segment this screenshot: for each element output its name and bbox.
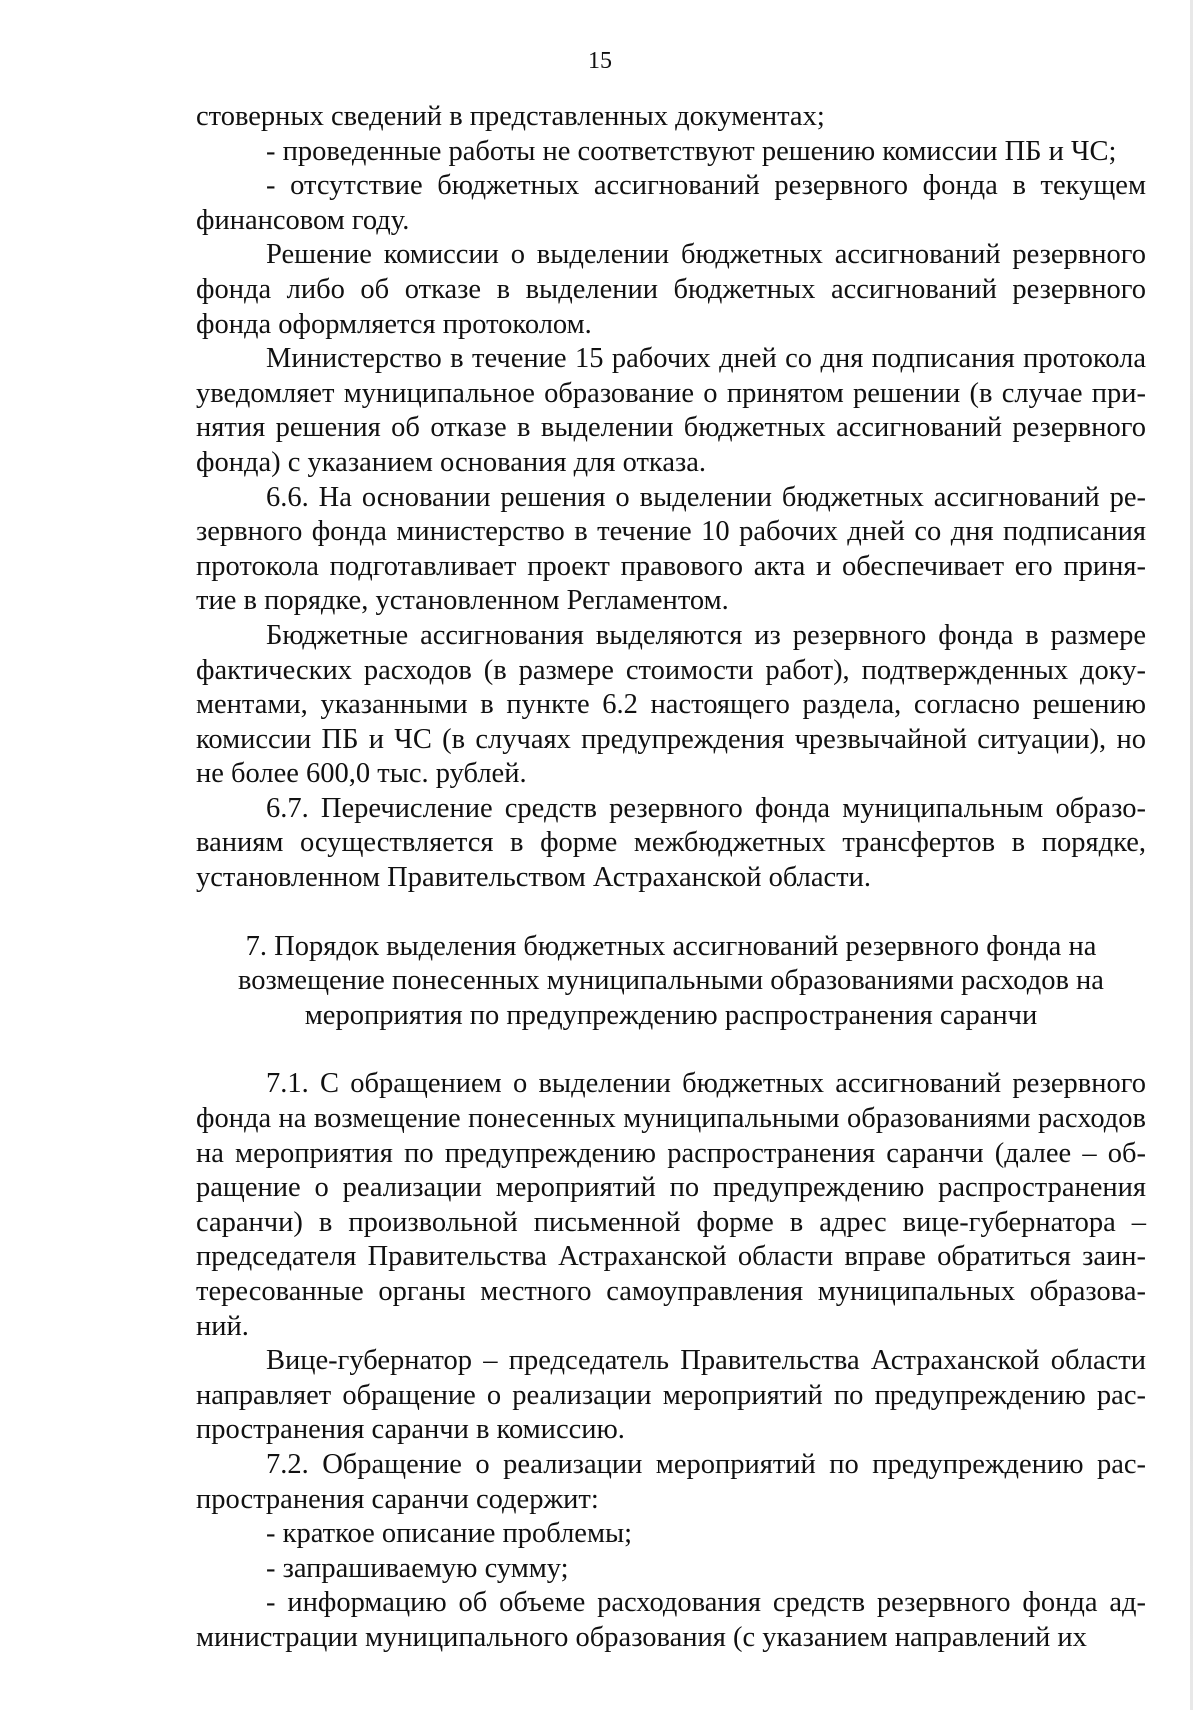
- scan-edge: [1190, 0, 1193, 1710]
- list-item-problem-description: - краткое описание проблемы;: [266, 1518, 633, 1550]
- spacer: [196, 1033, 1146, 1067]
- paragraph-vice-governor: Вице-губернатор – председатель Правительства Астраханской области направляет обращение о реализации мероприятий по предупреждению распространения саранчи в комиссию.: [196, 1345, 1146, 1446]
- list-item-fund-spending-info: - информацию об объеме расходования средств резервного фонда администрации муниципального образования (с указанием направлений их: [196, 1587, 1146, 1653]
- paragraph-ministry-notification: Министерство в течение 15 рабочих дней со дня подписания протокола уведомляет муниципальное образование о принятом решении (в случае принятия решения об отказе в выделении бюджетных ассигнований резервного фонда) с указанием основания для отказа.: [196, 343, 1146, 478]
- paragraph-continuation: стоверных сведений в представленных документах;: [196, 101, 825, 132]
- list-item-requested-amount: - запрашиваемую сумму;: [266, 1552, 569, 1584]
- paragraph-7-1: 7.1. С обращением о выделении бюджетных ассигнований резервного фонда на возмещение понесенных муниципальными образованиями расходов на мероприятия по предупреждению распространения саранчи (далее – обращение о реализации мероприятий по предупреждению распространения саранчи) в произвольной письменной форме в адрес вице-губернатора – председателя Правительства Астраханской области вправе обратиться заинтересованные органы местного самоуправления муниципальных образований.: [196, 1068, 1146, 1342]
- paragraph-7-2: 7.2. Обращение о реализации мероприятий по предупреждению распространения саранчи содержит:: [196, 1448, 1146, 1515]
- paragraph-commission-decision: Решение комиссии о выделении бюджетных ассигнований резервного фонда либо об отказе в выделении бюджетных ассигнований резервного фонда оформляется протоколом.: [196, 239, 1146, 340]
- spacer: [196, 896, 1146, 930]
- paragraph-6-6: 6.6. На основании решения о выделении бюджетных ассигнований резервного фонда министерство в течение 10 рабочих дней со дня подписания протокола подготавливает проект правового акта и обеспечивает его принятие в порядке, установленном Регламентом.: [196, 481, 1146, 617]
- document-body: [196, 100, 1146, 1656]
- paragraph-6-7: 6.7. Перечисление средств резервного фонда муниципальным образованиям осуществляется в форме межбюджетных трансфертов в порядке, установленном Правительством Астраханской области.: [196, 792, 1146, 894]
- paragraph-allocation-amount: Бюджетные ассигнования выделяются из резервного фонда в размере фактических расходов (в размере стоимости работ), подтвержденных документами, указанными в пункте 6.2 настоящего раздела, согласно решению комиссии ПБ и ЧС (в случаях предупреждения чрезвычайной ситуации), но не более 600,0 тыс. рублей.: [196, 619, 1146, 790]
- section-heading: 7. Порядок выделения бюджетных ассигнований резервного фонда на возмещение понесенных муниципальными образованиями расходов на мероприятия по предупреждению распространения саранчи: [238, 930, 1104, 1031]
- list-item-no-allocations: - отсутствие бюджетных ассигнований резервного фонда в текущем финансовом году.: [196, 170, 1146, 236]
- page-number: 15: [588, 48, 612, 74]
- list-item-works-mismatch: - проведенные работы не соответствуют решению комиссии ПБ и ЧС;: [266, 135, 1117, 167]
